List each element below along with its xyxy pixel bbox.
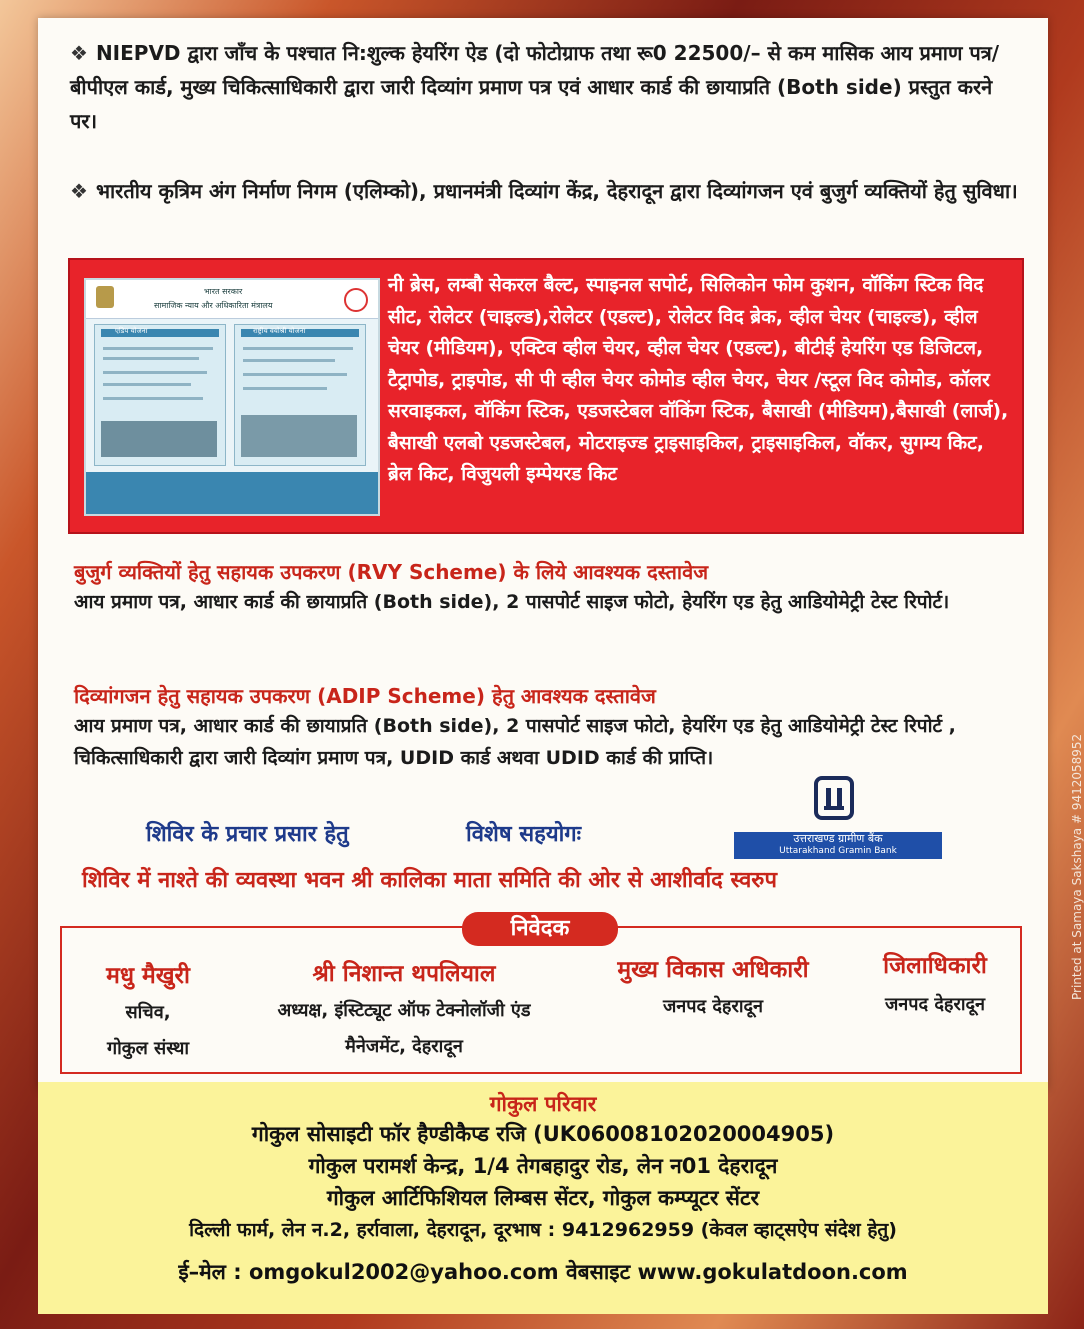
footer-registration: गोकुल सोसाइटी फॉर हैण्डीकैप्ड रजि (UK06008102020004905) xyxy=(251,1122,835,1146)
footer-centers: गोकुल आर्टिफिशियल लिम्बस सेंटर, गोकुल कम्प्यूटर सेंटर xyxy=(326,1186,760,1210)
promo-label: शिविर के प्रचार प्रसार हेतु xyxy=(146,822,349,847)
footer-contact xyxy=(38,1082,1048,1314)
footer-email-website: ई–मेल : omgokul2002@yahoo.com वेबसाइट www.gokulatdoon.com xyxy=(178,1260,908,1284)
equipment-list: नी ब्रेस, लम्बौ सेकरल बैल्ट, स्पाइनल सपोर्ट, सिलिकोन फोम कुशन, वॉकिंग स्टिक विद सीट, रोलेटर (चाइल्ड),रोलेटर (एडल्ट), रोलेटर विद ब्रेक, व्हील चेयर (चाइल्ड), व्हील चेयर (मीडियम), एक्टिव व्हील चेयर, व्हील चेयर (एडल्ट), बीटीई हेयरिंग एड डिजिटल, टैट्रापोड, ट्राइपोड, सी पी व्हील चेयर कोमोड व्हील चेयर, चेयर /स्टूल विद कोमोड, कॉलर सरवाइकल, वॉकिंग स्टिक, एडजस्टेबल वॉकिंग स्टिक, बैसाखी (मीडियम),बैसाखी (लार्ज), बैसाखी एलबो एडजस्टेबल, मोटराइज्ड ट्राइसाइकिल, ट्राइसाइकिल, वॉकर, सुगम्य किट, ब्रेल किट, विजुयली इम्पेयरड किट xyxy=(388,274,1009,485)
adip-heading: दिव्यांगजन हेतु सहायक उपकरण (ADIP Scheme) हेतु आवश्यक दस्तावेज xyxy=(74,684,656,708)
leaflet-ministry-label: सामाजिक न्याय और अधिकारिता मंत्रालय xyxy=(154,301,273,310)
poster-paper xyxy=(38,18,1048,1090)
equipment-photo-strip xyxy=(241,415,357,457)
signatory-1-name: मधु मैखुरी xyxy=(106,963,190,989)
leaflet-right-head: राष्ट्रीय वयोश्री योजना xyxy=(253,327,306,335)
rvy-heading: बुजुर्ग व्यक्तियों हेतु सहायक उपकरण (RVY Scheme) के लिये आवश्यक दस्तावेज xyxy=(74,560,709,584)
rvy-documents: आय प्रमाण पत्र, आधार कार्ड की छायाप्रति (Both side), 2 पासपोर्ट साइज फोटो, हेयरिंग एड हेतु आडियोमेट्री टेस्ट रिपोर्ट। xyxy=(74,591,950,613)
special-support-label: विशेष सहयोगः xyxy=(466,822,582,847)
bullet-hearing-aid-text: NIEPVD द्वारा जाँच के पश्चात नि:शुल्क हेयरिंग ऐड (दो फोटोग्राफ तथा रू0 22500/– से कम मासिक आय प्रमाण पत्र/ बीपीएल कार्ड, मुख्य चिकित्साधिकारी द्वारा जारी दिव्यांग प्रमाण पत्र एवं आधार कार्ड की छायाप्रति (Both side) प्रस्तुत करने पर। xyxy=(70,41,1000,133)
signatory-3-name: मुख्य विकास अधिकारी xyxy=(617,957,809,983)
bank-name-banner xyxy=(734,832,942,859)
leaflet-header xyxy=(86,280,378,319)
appeal-tag: निवेदक xyxy=(462,912,618,946)
leaflet-right-column xyxy=(234,324,366,466)
diamond-bullet-icon: ❖ xyxy=(70,179,88,203)
adip-documents: आय प्रमाण पत्र, आधार कार्ड की छायाप्रति (Both side), 2 पासपोर्ट साइज फोटो, हेयरिंग एड हेतु आडियोमेट्री टेस्ट रिपोर्ट , चिकित्साधिकारी द्वारा जारी दिव्यांग प्रमाण पत्र, UDID कार्ड अथवा UDID कार्ड की प्राप्ति। xyxy=(74,715,956,769)
diamond-bullet-icon: ❖ xyxy=(70,41,88,65)
leaflet-left-head: एडिप योजना xyxy=(115,327,148,335)
bullet-alimco-text: भारतीय कृत्रिम अंग निर्माण निगम (एलिम्को), प्रधानमंत्री दिव्यांग केंद्र, देहरादून द्वारा दिव्यांगजन एवं बुजुर्ग व्यक्तियों हेतु सुविधा। xyxy=(95,179,1018,203)
equipment-photo-strip xyxy=(101,421,217,457)
signatory-3-title: जनपद देहरादून xyxy=(662,996,764,1017)
printer-note: Printed at Samaya Sakshaya # 9412058952 xyxy=(1070,733,1084,1000)
leaflet-govt-label: भारत सरकार xyxy=(204,287,243,296)
leaflet-footer xyxy=(86,472,378,514)
footer-address-1: गोकुल परामर्श केन्द्र, 1/4 तेगबहादुर रोड, लेन न01 देहरादून xyxy=(308,1154,778,1178)
signatory-1-org: गोकुल संस्था xyxy=(106,1038,190,1059)
leaflet-left-column xyxy=(94,324,226,466)
footer-title: गोकुल परिवार xyxy=(489,1092,597,1116)
bank-logo-icon xyxy=(812,776,856,822)
equipment-panel xyxy=(68,258,1024,534)
scheme-leaflet-image xyxy=(84,278,380,516)
emblem-icon xyxy=(96,286,114,308)
signatory-2-title: अध्यक्ष, इंस्टिट्यूट ऑफ टेक्नोलॉजी एंड xyxy=(277,1000,531,1021)
logo-circle-icon xyxy=(344,288,368,312)
bullet-alimco xyxy=(70,174,1025,208)
signatory-2-org: मैनेजमेंट, देहरादून xyxy=(345,1036,463,1057)
bullet-hearing-aid xyxy=(70,36,1025,138)
signatory-4-name: जिलाधिकारी xyxy=(883,953,987,979)
signatory-1-title: सचिव, xyxy=(125,1002,171,1023)
breakfast-note: शिविर में नाश्ते की व्यवस्था भवन श्री कालिका माता समिति की ओर से आशीर्वाद स्वरुप xyxy=(82,868,777,893)
bank-name-hindi: उत्तराखण्ड ग्रामीण बैंक xyxy=(793,832,883,845)
bank-name-english: Uttarakhand Gramin Bank xyxy=(779,846,897,856)
signatory-2-name: श्री निशान्त थपलियाल xyxy=(312,961,496,987)
signatory-4-title: जनपद देहरादून xyxy=(884,994,986,1015)
footer-address-phone: दिल्ली फार्म, लेन न.2, हर्रावाला, देहरादून, दूरभाष : 9412962959 (केवल व्हाट्सऐप संदेश हेतु) xyxy=(189,1219,897,1241)
